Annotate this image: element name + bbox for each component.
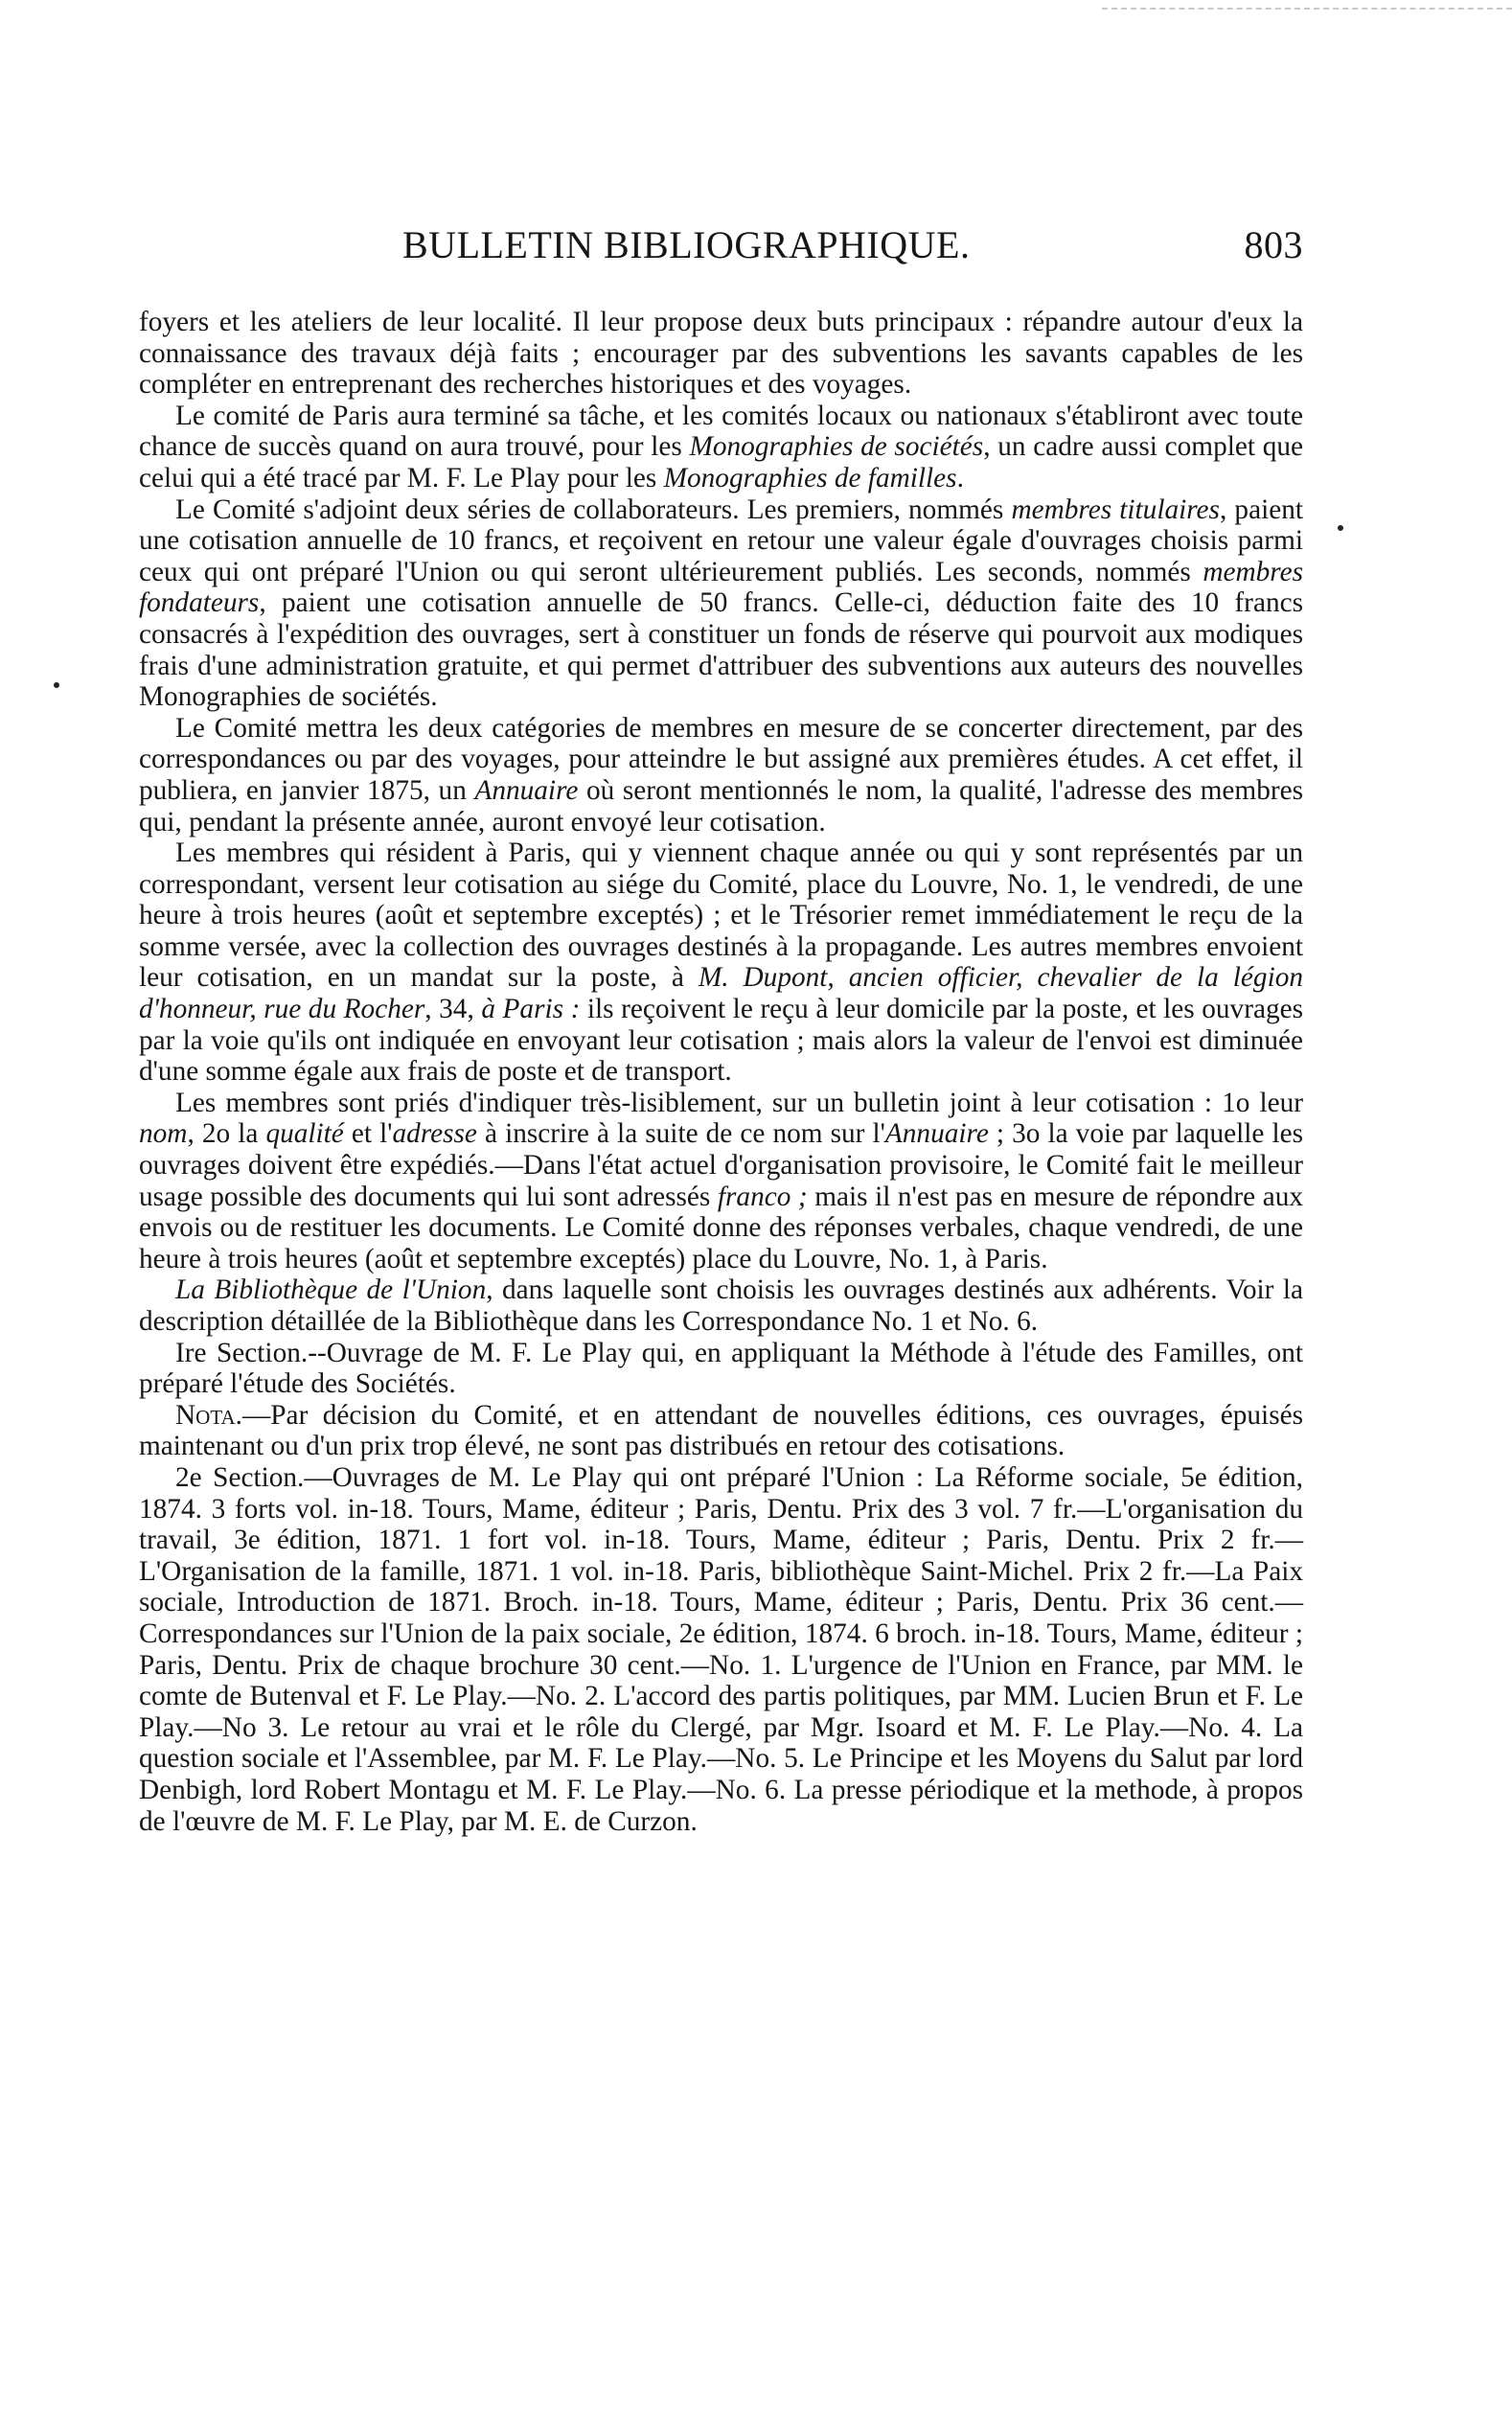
- p3-text-e: , paient une cotisation annuelle de 50 francs. Celle-ci, déduction faite des 10 francs consacrés à l'expédition des ouvrages, sert à constituer un fonds de réserve qui pourvoit aux modiques frais d'une administration gratuite, et qui permet d'attribuer des subventions aux auteurs des nouvelles Monographies de sociétés.: [139, 587, 1303, 713]
- p6-italic-qualite: qualité: [265, 1118, 344, 1150]
- p6-text-c: , 2o la: [187, 1118, 266, 1150]
- margin-dot-left: [54, 682, 59, 688]
- p6-text-e: et l': [343, 1118, 393, 1150]
- top-dashed-rule: [1102, 8, 1512, 10]
- paragraph-9-nota: [139, 1400, 1303, 1462]
- p5-text-e: ils reçoivent le reçu à leur domicile par la poste, et les ouvrages par la voie qu'ils ont indiquée en envoyant leur cotisation ; mais alors la valeur de l'envoi est diminuée d'une somme égale aux frais de poste et de transport.: [139, 994, 1304, 1088]
- p2-text-a: Le comité de Paris aura terminé sa tâche, et les comités locaux ou nationaux s'établiront avec toute chance de succès quand on aura trouvé, pour les: [139, 400, 1303, 463]
- p6-text-g: à inscrire à la suite de ce nom sur l': [476, 1118, 885, 1150]
- nota-label: Nota.: [175, 1399, 242, 1431]
- p2-italic-monographies-familles: Monographies de familles: [663, 462, 957, 493]
- paragraph-2: [139, 401, 1303, 494]
- p3-italic-membres-titulaires: membres titulaires: [1011, 493, 1220, 525]
- paragraph-8-section-1: Ire Section.--Ouvrage de M. F. Le Play qui, en appliquant la Méthode à l'étude des Familles, ont préparé l'étude des Sociétés.: [139, 1337, 1303, 1400]
- paragraph-10-section-2: 2e Section.—Ouvrages de M. Le Play qui ont préparé l'Union : La Réforme sociale, 5e édition, 1874. 3 forts vol. in-18. Tours, Mame, éditeur ; Paris, Dentu. Prix des 3 vol. 7 fr.—L'organisation du travail, 3e édition, 1871. 1 fort vol. in-18. Tours, Mame, éditeur ; Paris, Dentu. Prix 2 fr.—L'Organisation de la famille, 1871. 1 vol. in-18. Paris, bibliothèque Saint-Michel. Prix 2 fr.—La Paix sociale, Introduction de 1871. Broch. in-18. Tours, Mame, éditeur ; Paris, Dentu. Prix 36 cent.—Correspondances sur l'Union de la paix sociale, 2e édition, 1874. 6 broch. in-18. Tours, Mame, éditeur ; Paris, Dentu. Prix de chaque brochure 30 cent.—No. 1. L'urgence de l'Union en France, par MM. le comte de Butenval et F. Le Play.—No. 2. L'accord des partis politiques, par MM. Lucien Brun et F. Le Play.—No 3. Le retour au vrai et le rôle du Clergé, par Mgr. Isoard et M. F. Le Play.—No. 4. La question sociale et l'Assemblee, par M. F. Le Play.—No. 5. Le Principe et les Moyens du Salut par lord Denbigh, lord Robert Montagu et M. F. Le Play.—No. 6. La presse périodique et la methode, à propos de l'œuvre de M. F. Le Play, par M. E. de Curzon.: [139, 1461, 1303, 1837]
- p6-italic-nom: nom: [139, 1118, 188, 1150]
- p4-text-a: Le Comité mettra les deux catégories de membres en mesure de se concerter directement, par des correspondances ou par des voyages, pour atteindre le but assigné aux premières études. A cet effet, il publiera, en janvier 1875, un: [139, 712, 1303, 806]
- paragraph-7: [139, 1274, 1303, 1337]
- p2-text-e: .: [956, 462, 964, 493]
- p3-text-c: , paient une cotisation annuelle de 10 francs, et reçoivent en retour une valeur égale d'ouvrages choisis parmi ceux qui ont préparé l'Union ou qui seront ultérieurement publiés. Les seconds, nommés: [139, 493, 1304, 587]
- paragraph-1: foyers et les ateliers de leur localité. Il leur propose deux buts principaux : répandre autour d'eux la connaissance des travaux déjà faits ; encourager par des subventions les savants capables de les compléter en entreprenant des recherches historiques et des voyages.: [139, 307, 1303, 401]
- p5-text-c: , 34,: [424, 994, 482, 1025]
- p5-italic-address: M. Dupont, ancien officier, chevalier de la légion d'honneur, rue du Rocher: [139, 962, 1304, 1025]
- p5-italic-a-paris: à Paris :: [481, 994, 581, 1025]
- p7-text-b: , dans laquelle sont choisis les ouvrages destinés aux adhérents. Voir la description détaillée de la Bibliothèque dans les Correspondance No. 1 et No. 6.: [139, 1274, 1304, 1337]
- page-title: BULLETIN BIBLIOGRAPHIQUE.: [402, 223, 971, 266]
- paragraph-5: [139, 837, 1303, 1088]
- paragraph-4: [139, 713, 1303, 837]
- p3-text-a: Le Comité s'adjoint deux séries de collaborateurs. Les premiers, nommés: [175, 493, 1012, 525]
- margin-dot-right: [1338, 525, 1343, 531]
- p4-italic-annuaire: Annuaire: [474, 774, 579, 806]
- p6-text-k: mais il n'est pas en mesure de répondre aux envois ou de restituer les documents. Le Comité donne des réponses verbales, chaque vendredi, de une heure à trois heures (août et septembre exceptés) place du Louvre, No. 1, à Paris.: [139, 1181, 1303, 1274]
- p3-italic-membres-fondateurs: membres fondateurs: [139, 556, 1303, 619]
- p6-text-i: ; 3o la voie par laquelle les ouvrages doivent être expédiés.—Dans l'état actuel d'organisation provisoire, le Comité fait le meilleur usage possible des documents qui lui sont adressés: [139, 1118, 1303, 1212]
- p5-text-a: Les membres qui résident à Paris, qui y viennent chaque année ou qui y sont représentés par un correspondant, versent leur cotisation au siége du Comité, place du Louvre, No. 1, le vendredi, de une heure à trois heures (août et septembre exceptés) ; et le Trésorier remet immédiatement le reçu de la somme versée, avec la collection des ouvrages destinés à la propagande. Les autres membres envoient leur cotisation, en un mandat sur la poste, à: [139, 837, 1303, 994]
- p6-text-a: Les membres sont priés d'indiquer très-lisiblement, sur un bulletin joint à leur cotisation : 1o leur: [175, 1087, 1303, 1118]
- p9-text-b: —Par décision du Comité, et en attendant de nouvelles éditions, ces ouvrages, épuisés maintenant ou d'un prix trop élevé, ne sont pas distribués en retour des cotisations.: [139, 1399, 1303, 1462]
- p6-italic-adresse: adresse: [392, 1118, 477, 1150]
- p2-text-c: , un cadre aussi complet que celui qui a été tracé par M. F. Le Play pour les: [139, 431, 1304, 493]
- p2-italic-monographies-societes: Monographies de sociétés: [689, 431, 984, 463]
- p6-italic-franco: franco ;: [717, 1181, 808, 1212]
- p4-text-c: où seront mentionnés le nom, la qualité, l'adresse des membres qui, pendant la présente année, auront envoyé leur cotisation.: [139, 774, 1303, 837]
- p6-italic-annuaire: Annuaire: [884, 1118, 989, 1150]
- p7-italic-bibliotheque: La Bibliothèque de l'Union: [175, 1274, 487, 1306]
- page-number: 803: [1244, 223, 1303, 266]
- paragraph-6: [139, 1088, 1303, 1275]
- paragraph-3: [139, 494, 1303, 713]
- page-body: [139, 307, 1303, 1837]
